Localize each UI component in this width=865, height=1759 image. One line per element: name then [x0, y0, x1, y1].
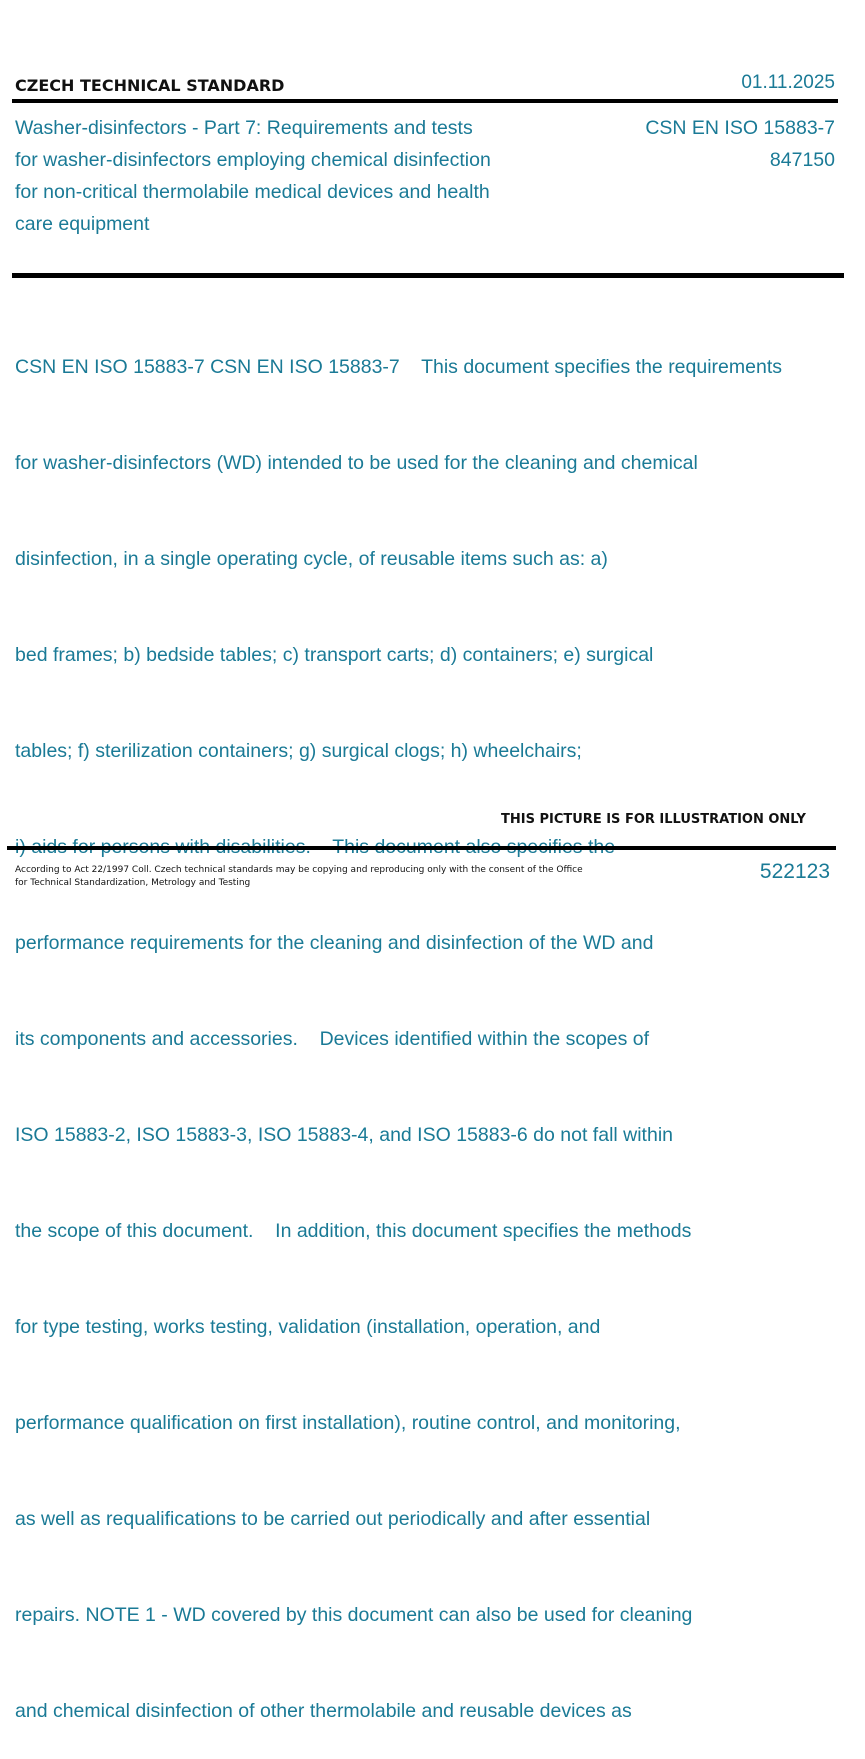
- legal-notice: [15, 864, 585, 890]
- abstract-line: CSN EN ISO 15883-7 CSN EN ISO 15883-7 This document specifies the requirements: [15, 356, 782, 378]
- abstract-line: the scope of this document. In addition, this document specifies the methods: [15, 1220, 692, 1242]
- footer-divider: [7, 846, 836, 850]
- header-divider: [12, 99, 838, 103]
- legal-notice-line: for Technical Standardization, Metrology and Testing: [15, 878, 251, 888]
- standard-title: Washer-disinfectors - Part 7: Requirements and tests for washer-disinfectors employing chemical disinfection for non-critical thermolabile medical devices and health care equipment: [15, 117, 491, 235]
- abstract-line: its components and accessories. Devices identified within the scopes of: [15, 1028, 650, 1050]
- abstract-line: and chemical disinfection of other thermolabile and reusable devices as: [15, 1700, 632, 1722]
- standard-code-block: [645, 112, 835, 176]
- abstract-line: tables; f) sterilization containers; g) surgical clogs; h) wheelchairs;: [15, 740, 582, 762]
- illustration-notice: THIS PICTURE IS FOR ILLUSTRATION ONLY: [501, 812, 806, 827]
- standard-code: CSN EN ISO 15883-7: [645, 117, 835, 139]
- abstract-line: for type testing, works testing, validation (installation, operation, and: [15, 1316, 601, 1338]
- abstract-line: ISO 15883-2, ISO 15883-3, ISO 15883-4, and ISO 15883-6 do not fall within: [15, 1124, 674, 1146]
- legal-notice-line: According to Act 22/1997 Coll. Czech technical standards may be copying and reproducing only with the consent of the Office: [15, 865, 583, 875]
- abstract-line: bed frames; b) bedside tables; c) transport carts; d) containers; e) surgical: [15, 644, 654, 666]
- publication-date: 01.11.2025: [741, 72, 835, 93]
- abstract-line: for washer-disinfectors (WD) intended to be used for the cleaning and chemical: [15, 452, 698, 474]
- abstract-line: repairs. NOTE 1 - WD covered by this document can also be used for cleaning: [15, 1604, 693, 1626]
- abstract-line: disinfection, in a single operating cycle, of reusable items such as: a): [15, 548, 608, 570]
- title-divider: [12, 273, 844, 278]
- abstract-line: performance qualification on first installation), routine control, and monitoring,: [15, 1412, 681, 1434]
- abstract-text: [15, 287, 865, 1759]
- document-number: 522123: [759, 860, 830, 883]
- standard-type-label: CZECH TECHNICAL STANDARD: [15, 76, 285, 95]
- classification-number: 847150: [769, 149, 835, 171]
- abstract-line: as well as requalifications to be carried out periodically and after essential: [15, 1508, 651, 1530]
- abstract-line: performance requirements for the cleaning and disinfection of the WD and: [15, 932, 654, 954]
